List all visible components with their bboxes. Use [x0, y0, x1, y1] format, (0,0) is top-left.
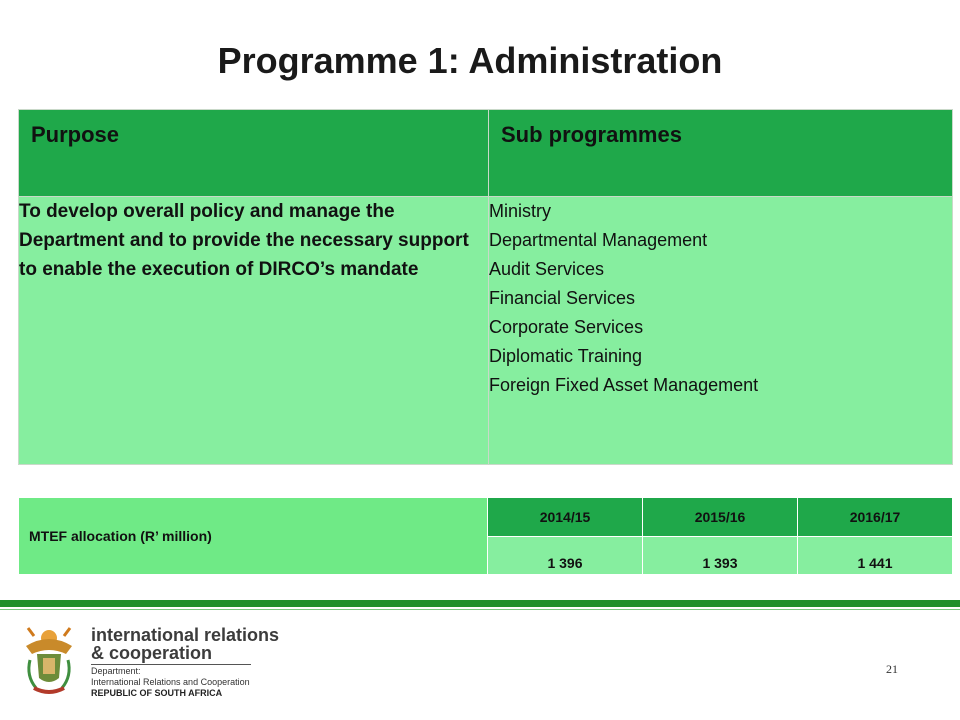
page-number: 21	[886, 662, 898, 676]
footer-divider-thin	[0, 609, 960, 610]
list-item: Foreign Fixed Asset Management	[489, 375, 759, 395]
list-item: Departmental Management	[489, 230, 708, 250]
mtef-value: 1 441	[798, 537, 953, 575]
org-name-line1: international relations	[91, 625, 280, 645]
table-row	[19, 197, 953, 465]
mtef-year: 2016/17	[798, 498, 953, 537]
country-name: REPUBLIC OF SOUTH AFRICA	[91, 688, 223, 698]
table-header-row	[19, 110, 953, 197]
page-title: Programme 1: Administration	[217, 40, 723, 81]
header-sub-programmes: Sub programmes	[489, 110, 953, 197]
mtef-value: 1 393	[643, 537, 798, 575]
list-item: Ministry	[489, 201, 551, 221]
org-name-line2: & cooperation	[91, 643, 213, 663]
list-item: Corporate Services	[489, 317, 644, 337]
mtef-year: 2015/16	[643, 498, 798, 537]
list-item: Audit Services	[489, 259, 605, 279]
sub-programmes-list	[489, 197, 953, 465]
programme-table	[18, 109, 953, 465]
footer-rule	[91, 664, 251, 665]
header-purpose: Purpose	[19, 110, 489, 197]
dept-label: Department:	[91, 666, 141, 676]
mtef-label: MTEF allocation (R’ million)	[19, 498, 488, 575]
coat-of-arms-icon	[22, 626, 76, 698]
mtef-table	[18, 497, 953, 575]
footer-divider	[0, 600, 960, 607]
list-item: Financial Services	[489, 288, 636, 308]
list-item: Diplomatic Training	[489, 346, 643, 366]
dept-name: International Relations and Cooperation	[91, 677, 250, 687]
mtef-value: 1 396	[488, 537, 643, 575]
purpose-text: To develop overall policy and manage the Department and to provide the necessary support to enable the execution of DIRCO’s mandate	[19, 197, 489, 465]
mtef-year: 2014/15	[488, 498, 643, 537]
